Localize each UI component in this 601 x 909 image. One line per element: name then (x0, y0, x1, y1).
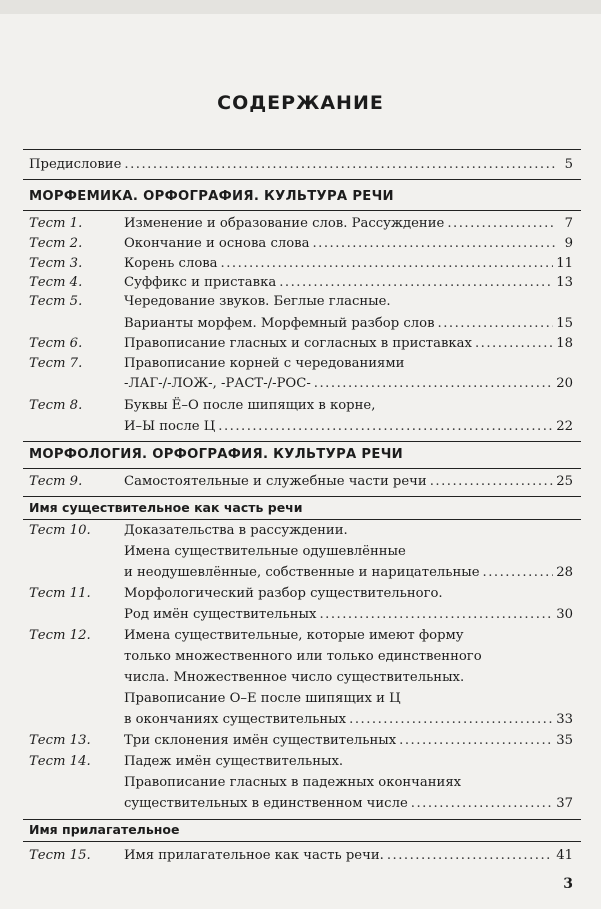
test-number: Тест 11. (29, 586, 91, 601)
toc-entry (29, 354, 573, 373)
toc-entry-continuation (29, 710, 573, 729)
toc-page-number: 20 (556, 376, 573, 391)
toc-entry (29, 214, 573, 233)
leader-dots (218, 417, 553, 436)
test-number: Тест 4. (29, 275, 83, 290)
toc-page-number: 28 (556, 565, 573, 580)
toc-entry-continuation (29, 689, 573, 708)
toc-page-number: 13 (556, 275, 573, 290)
toc-entry-title: и неодушевлённые, собственные и нарицательные (124, 565, 480, 580)
divider (23, 519, 581, 520)
toc-page-number: 33 (556, 712, 573, 727)
test-number: Тест 15. (29, 848, 91, 863)
toc-entry (29, 254, 573, 273)
test-number: Тест 13. (29, 733, 91, 748)
toc-entry-continuation (29, 542, 573, 561)
toc-page-number: 11 (556, 256, 573, 271)
toc-entry-title: Правописание гласных и согласных в приставках (124, 336, 472, 351)
toc-entry-title: Имя прилагательное как часть речи. (124, 848, 384, 863)
subsection-heading: Имя прилагательное (29, 822, 180, 837)
toc-entry-title: числа. Множественное число существительных. (124, 670, 465, 685)
toc-entry-title: Суффикс и приставка (124, 275, 277, 290)
toc-entry-title: Правописание О–Е после шипящих и Ц (124, 691, 401, 706)
leader-dots (312, 234, 556, 253)
toc-entry (29, 396, 573, 415)
toc-entry-title: Три склонения имён существительных (124, 733, 397, 748)
divider (23, 819, 581, 820)
test-number: Тест 5. (29, 294, 83, 309)
page-title: СОДЕРЖАНИЕ (217, 92, 384, 114)
toc-entry-title: Имена существительные одушевлённые (124, 544, 406, 559)
page-number: 3 (563, 876, 573, 892)
toc-entry (29, 334, 573, 353)
toc-entry-continuation (29, 668, 573, 687)
test-number: Тест 8. (29, 398, 83, 413)
toc-entry-title: Падеж имён существительных. (124, 754, 344, 769)
toc-entry-continuation (29, 417, 573, 436)
leader-dots (411, 794, 553, 813)
test-number: Тест 14. (29, 754, 91, 769)
toc-entry (29, 472, 573, 491)
toc-entry-title: только множественного или только единственного (124, 649, 482, 664)
toc-entry-continuation (29, 647, 573, 666)
test-number: Тест 6. (29, 336, 83, 351)
toc-entry (29, 234, 573, 253)
toc-entry (29, 521, 573, 540)
toc-page-number: 41 (556, 848, 573, 863)
leader-dots (447, 214, 556, 233)
test-number: Тест 7. (29, 356, 83, 371)
test-number: Тест 2. (29, 236, 83, 251)
test-number: Тест 10. (29, 523, 91, 538)
divider (23, 149, 581, 150)
toc-entry-title: Правописание гласных в падежных окончаниях (124, 775, 462, 790)
divider (23, 468, 581, 469)
toc-page-number: 35 (556, 733, 573, 748)
toc-entry-title: Доказательства в рассуждении. (124, 523, 348, 538)
toc-entry (29, 584, 573, 603)
leader-dots (483, 563, 554, 582)
toc-entry-continuation (29, 794, 573, 813)
test-number: Тест 9. (29, 474, 83, 489)
toc-entry-title: Чередование звуков. Беглые гласные. (124, 294, 391, 309)
toc-entry-title: Морфологический разбор существительного. (124, 586, 443, 601)
toc-entry-title: Варианты морфем. Морфемный разбор слов (124, 316, 435, 331)
toc-entry-preface (29, 155, 573, 174)
leader-dots (430, 472, 554, 491)
toc-page-number: 9 (564, 236, 573, 251)
toc-entry-continuation (29, 314, 573, 333)
leader-dots (221, 254, 554, 273)
leader-dots (475, 334, 553, 353)
divider (23, 441, 581, 442)
leader-dots (279, 273, 553, 292)
divider (23, 179, 581, 180)
toc-page-number: 30 (556, 607, 573, 622)
toc-entry-continuation (29, 374, 573, 393)
toc-entry-title: существительных в единственном числе (124, 796, 408, 811)
toc-page-number: 7 (564, 216, 573, 231)
toc-entry (29, 731, 573, 750)
toc-page-number: 15 (556, 316, 573, 331)
toc-page-number: 25 (556, 474, 573, 489)
leader-dots (399, 731, 553, 750)
test-number: Тест 3. (29, 256, 83, 271)
leader-dots (124, 155, 556, 174)
toc-entry-title: Буквы Ё–О после шипящих в корне, (124, 398, 376, 413)
toc-entry-title: Изменение и образование слов. Рассуждение (124, 216, 445, 231)
toc-page-number: 22 (556, 419, 573, 434)
toc-entry-continuation (29, 563, 573, 582)
toc-page-number: 37 (556, 796, 573, 811)
toc-entry-title: Имена существительные, которые имеют форму (124, 628, 464, 643)
toc-entry-title: -ЛАГ-/-ЛОЖ-, -РАСТ-/-РОС- (124, 376, 311, 391)
toc-entry-label: Предисловие (29, 157, 122, 172)
toc-entry-title: Окончание и основа слова (124, 236, 310, 251)
leader-dots (438, 314, 554, 333)
toc-entry-title: Корень слова (124, 256, 218, 271)
leader-dots (387, 846, 553, 865)
section-heading: МОРФОЛОГИЯ. ОРФОГРАФИЯ. КУЛЬТУРА РЕЧИ (29, 447, 404, 462)
toc-entry-title: в окончаниях существительных (124, 712, 347, 727)
toc-entry-title: Самостоятельные и служебные части речи (124, 474, 427, 489)
toc-entry-title: И–Ы после Ц (124, 419, 216, 434)
toc-entry (29, 292, 573, 311)
divider (23, 210, 581, 211)
toc-page-number: 5 (564, 157, 573, 172)
toc-entry (29, 626, 573, 645)
test-number: Тест 12. (29, 628, 91, 643)
toc-entry-continuation (29, 605, 573, 624)
toc-entry-title: Правописание корней с чередованиями (124, 356, 405, 371)
toc-entry-title: Род имён существительных (124, 607, 317, 622)
leader-dots (314, 374, 553, 393)
divider (23, 841, 581, 842)
section-heading: МОРФЕМИКА. ОРФОГРАФИЯ. КУЛЬТУРА РЕЧИ (29, 189, 394, 204)
leader-dots (349, 710, 553, 729)
toc-page-number: 18 (556, 336, 573, 351)
page-edge (0, 0, 601, 14)
divider (23, 496, 581, 497)
subsection-heading: Имя существительное как часть речи (29, 500, 303, 515)
toc-entry (29, 752, 573, 771)
toc-entry (29, 846, 573, 865)
leader-dots (319, 605, 553, 624)
test-number: Тест 1. (29, 216, 83, 231)
toc-entry-continuation (29, 773, 573, 792)
toc-entry (29, 273, 573, 292)
